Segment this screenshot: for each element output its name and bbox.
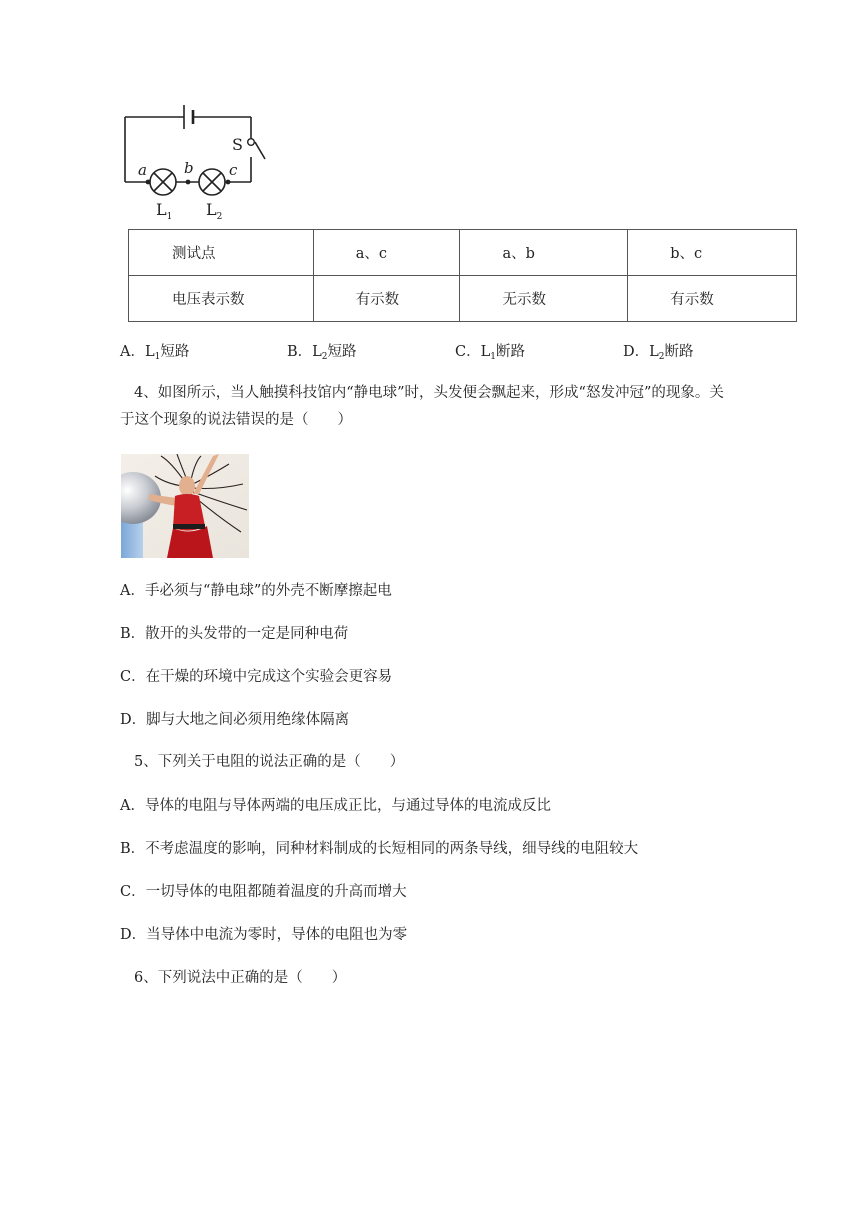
node-b [186, 180, 191, 185]
q6-stem: 6、下列说法中正确的是（ ） [134, 970, 347, 986]
table-row [129, 276, 797, 322]
static-ball-photo [121, 454, 249, 558]
voltmeter-test-table [128, 229, 797, 322]
q4-stem-line2: 于这个现象的说法错误的是（ ） [120, 412, 352, 428]
table-cell: b、c [628, 230, 797, 276]
q4-option-d[interactable]: D．脚与大地之间必须用绝缘体隔离 [120, 712, 350, 728]
table-cell: 有示数 [313, 276, 460, 322]
label-c: c [229, 161, 238, 179]
q3-option-c[interactable]: C．$L_1$断路 [455, 344, 525, 362]
q4-option-b[interactable]: B．散开的头发带的一定是同种电荷 [120, 626, 349, 642]
switch-blade [255, 142, 265, 159]
q5-option-b[interactable]: B．不考虑温度的影响，同种材料制成的长短相同的两条导线，细导线的电阻较大 [120, 841, 639, 857]
lamp1-label: $L_1$ [156, 200, 173, 222]
table-cell: 无示数 [460, 276, 628, 322]
q4-stem-line1: 4、如图所示，当人触摸科技馆内“静电球”时，头发便会飘起来，形成“怒发冲冠”的现象。关 [134, 385, 724, 401]
node-a [146, 180, 151, 185]
q3-option-a[interactable]: A．$L_1$短路 [120, 344, 190, 362]
table-row [129, 230, 797, 276]
lamp2-label: $L_2$ [206, 200, 223, 222]
circuit-diagram [100, 95, 280, 230]
q5-stem: 5、下列关于电阻的说法正确的是（ ） [134, 754, 405, 770]
q3-option-d[interactable]: D．$L_2$断路 [623, 344, 694, 362]
q4-option-a[interactable]: A．手必须与“静电球”的外壳不断摩擦起电 [120, 583, 392, 599]
q4-option-c[interactable]: C．在干燥的环境中完成这个实验会更容易 [120, 669, 393, 685]
q3-options [120, 340, 740, 362]
table-cell: a、b [460, 230, 628, 276]
q5-option-c[interactable]: C．一切导体的电阻都随着温度的升高而增大 [120, 884, 407, 900]
table-cell: a、c [313, 230, 460, 276]
table-cell: 电压表示数 [129, 276, 314, 322]
table-cell: 有示数 [628, 276, 797, 322]
q5-option-a[interactable]: A．导体的电阻与导体两端的电压成正比，与通过导体的电流成反比 [120, 798, 551, 814]
label-b: b [184, 159, 194, 177]
node-c [226, 180, 231, 185]
table-cell: 测试点 [129, 230, 314, 276]
q5-option-d[interactable]: D．当导体中电流为零时，导体的电阻也为零 [120, 927, 408, 943]
q3-option-b[interactable]: B．$L_2$短路 [287, 344, 357, 362]
label-a: a [138, 161, 147, 179]
switch-label: S [232, 135, 243, 154]
switch-contact [248, 139, 255, 146]
